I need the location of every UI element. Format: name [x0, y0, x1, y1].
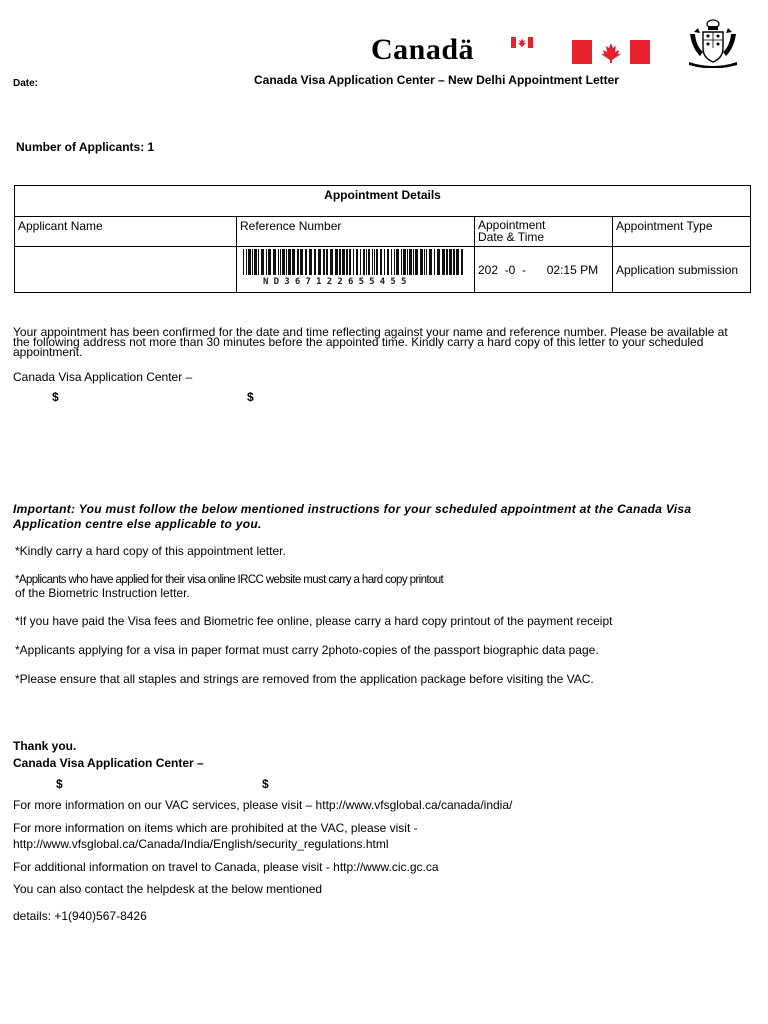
header-appointment-type: Appointment Type: [613, 217, 751, 247]
appointment-date-time-cell: [475, 247, 613, 293]
instruction-item-continued: of the Biometric Instruction letter.: [15, 586, 190, 600]
table-header-row: [15, 217, 751, 247]
info-prohibited-items: For more information on items which are prohibited at the VAC, please visit -: [13, 821, 418, 835]
helpdesk-details: details: +1(940)567-8426: [13, 909, 147, 923]
info-travel: For additional information on travel to Canada, please visit - http://www.cic.gc.ca: [13, 860, 439, 874]
barcode-digits: ND367122655455: [263, 277, 412, 287]
instruction-item: *If you have paid the Visa fees and Biometric fee online, please carry a hard copy printout of the payment receipt: [15, 614, 613, 628]
info-prohibited-items-url: http://www.vfsglobal.ca/Canada/India/English/security_regulations.html: [13, 837, 389, 851]
barcode-icon: [241, 249, 467, 277]
instruction-item: *Applicants applying for a visa in paper format must carry 2photo-copies of the passport biographic data page.: [15, 643, 599, 657]
dollar-sign: $: [262, 777, 269, 791]
letter-title: Canada Visa Application Center – New Delhi Appointment Letter: [254, 73, 619, 87]
instruction-item: *Kindly carry a hard copy of this appointment letter.: [15, 544, 286, 558]
info-vac-services: For more information on our VAC services, please visit – http://www.vfsglobal.ca/canada/india/: [13, 798, 513, 812]
wordmark-flag-icon: [511, 37, 533, 48]
date-label: Date:: [13, 78, 39, 89]
dollar-sign: $: [52, 390, 59, 404]
appointment-date: 202 -0 -: [478, 262, 527, 277]
barcode: [241, 249, 470, 289]
dollar-sign: $: [247, 390, 254, 404]
header-applicant-name: Applicant Name: [15, 217, 237, 247]
confirmation-paragraph: Your appointment has been confirmed for the date and time reflecting against your name and reference number. Please be available at the following address not more than 30 minutes before the appointed time. Kindly carry a hard copy of this letter to your scheduled appointment.: [13, 325, 728, 359]
canada-wordmark: [371, 34, 474, 66]
number-of-applicants: Number of Applicants: 1: [16, 140, 155, 154]
important-notice: Important: You must follow the below mentioned instructions for your scheduled appointment at the Canada Visa Application centre else applicable to you.: [13, 502, 692, 531]
instruction-item: *Applicants who have applied for their visa online IRCC website must carry a hard copy printout: [15, 574, 444, 586]
info-helpdesk: You can also contact the helpdesk at the below mentioned: [13, 882, 323, 896]
dollar-sign: $: [56, 777, 63, 791]
header-appointment-date-time: Appointment Date & Time: [475, 217, 613, 247]
appointment-time: 02:15 PM: [546, 262, 599, 277]
appointment-table: [14, 185, 751, 293]
center-name-closing: Canada Visa Application Center –: [13, 756, 204, 770]
canada-flag-icon: [572, 40, 650, 64]
table-caption: Appointment Details: [15, 186, 751, 217]
thank-you: Thank you.: [13, 739, 77, 753]
appointment-type-cell: Application submission: [613, 247, 751, 293]
instruction-item: *Please ensure that all staples and strings are removed from the application package before visiting the VAC.: [15, 672, 594, 686]
center-name: Canada Visa Application Center –: [13, 370, 193, 384]
table-row: [15, 247, 751, 293]
coat-of-arms-icon: [686, 18, 740, 68]
reference-number-cell: [237, 247, 475, 293]
wordmark-text: Canadä: [371, 33, 475, 66]
header-reference-number: Reference Number: [237, 217, 475, 247]
applicant-name-cell: [15, 247, 237, 293]
